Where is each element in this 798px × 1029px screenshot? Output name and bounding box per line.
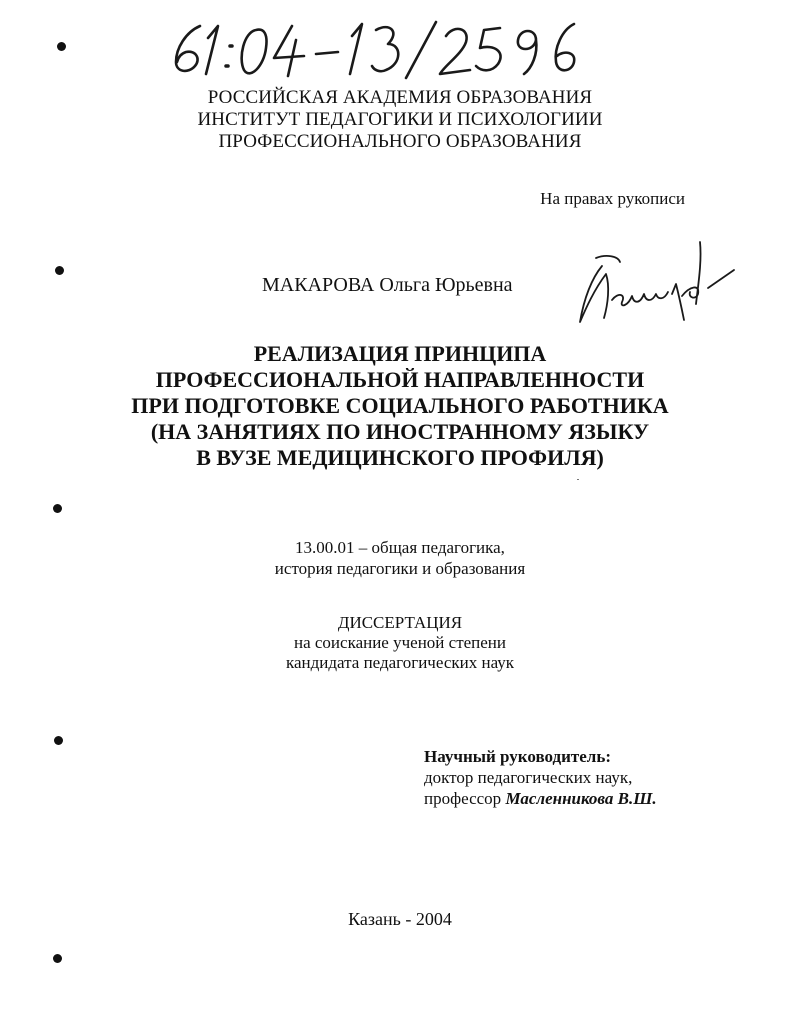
- title-line-3: ПРИ ПОДГОТОВКЕ СОЦИАЛЬНОГО РАБОТНИКА: [131, 393, 669, 418]
- dissertation-title: [100, 341, 700, 471]
- scientific-advisor-block: [424, 746, 764, 809]
- title-line-4: (НА ЗАНЯТИЯХ ПО ИНОСТРАННОМУ ЯЗЫКУ: [150, 419, 650, 444]
- place-and-year: Казань - 2004: [348, 909, 452, 929]
- advisor-heading: Научный руководитель:: [424, 747, 611, 766]
- specialty-line-2: история педагогики и образования: [274, 559, 526, 578]
- degree-line-1: на соискание ученой степени: [293, 633, 507, 652]
- institution-header: [150, 87, 650, 153]
- binder-hole-4: [54, 736, 63, 745]
- archive-code-handwriting: [168, 18, 588, 80]
- advisor-name: Масленникова В.Ш.: [505, 789, 657, 808]
- binder-hole-5: [53, 954, 62, 963]
- binder-hole-2: [55, 266, 64, 275]
- advisor-rank: профессор: [424, 789, 502, 808]
- signature-handwriting: [572, 238, 742, 330]
- author-name: МАКАРОВА Ольга Юрьевна: [262, 274, 513, 296]
- dissertation-degree-block: [200, 613, 600, 673]
- paper-speck: [577, 479, 579, 480]
- title-line-2: ПРОФЕССИОНАЛЬНОЙ НАПРАВЛЕННОСТИ: [155, 367, 645, 392]
- title-line-1: РЕАЛИЗАЦИЯ ПРИНЦИПА: [253, 341, 547, 366]
- manuscript-rights-note: На правах рукописи: [540, 189, 685, 208]
- institution-line-2: ИНСТИТУТ ПЕДАГОГИКИ И ПСИХОЛОГИИИ: [197, 109, 603, 130]
- specialty-line-1: 13.00.01 – общая педагогика,: [295, 538, 505, 557]
- degree-line-2: кандидата педагогических наук: [285, 653, 515, 672]
- advisor-degree: доктор педагогических наук,: [424, 768, 633, 787]
- institution-line-3: ПРОФЕССИОНАЛЬНОГО ОБРАЗОВАНИЯ: [218, 131, 582, 152]
- advisor-rank-name-line: [424, 788, 764, 809]
- binder-hole-3: [53, 504, 62, 513]
- binder-hole-1: [57, 42, 66, 51]
- author-signature: [572, 238, 742, 330]
- title-line-5: В ВУЗЕ МЕДИЦИНСКОГО ПРОФИЛЯ): [196, 445, 604, 470]
- specialty-code: [200, 537, 600, 579]
- dissertation-heading: ДИССЕРТАЦИЯ: [337, 613, 463, 632]
- institution-line-1: РОССИЙСКАЯ АКАДЕМИЯ ОБРАЗОВАНИЯ: [207, 87, 593, 108]
- handwritten-archive-code: [168, 18, 588, 80]
